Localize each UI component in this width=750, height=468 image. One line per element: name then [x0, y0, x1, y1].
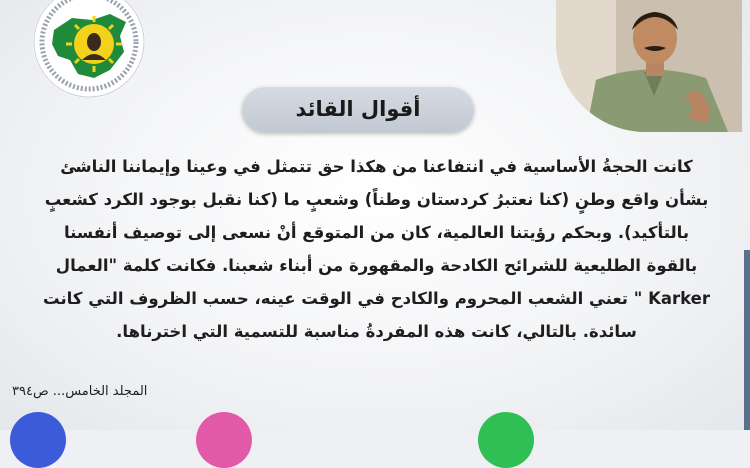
facebook-icon[interactable] [10, 412, 66, 468]
quote-line: سائدة. بالتالي، كانت هذه المفردةُ مناسبة للتسمية التي اخترناها. [116, 322, 637, 341]
page-title: أقوال القائد [295, 97, 421, 121]
source-citation: المجلد الخامس... ص٣٩٤ [12, 384, 148, 399]
quote-line: بشأن واقع وطنٍ (كنا نعتبرُ كردستان وطناً) وشعبٍ ما (كنا نقبل بوجود الكرد كشعبٍ [44, 190, 709, 209]
quote-line: بالقوة الطليعية للشرائح الكادحة والمقهورة من أبناء شعبنا. فكانت كلمة "العمال [55, 256, 698, 275]
quote-line: Karker " تعني الشعب المحروم والكادح في الوقت عينه، حسب الظروف التي كانت [43, 289, 710, 308]
whatsapp-icon[interactable] [478, 412, 534, 468]
quote-line: بالتأكيد). وبحكم رؤيتنا العالمية، كان من المتوقع أنْ نسعى إلى توصيف أنفسنا [63, 223, 690, 242]
title-banner [242, 86, 474, 132]
quote-body [30, 150, 723, 348]
instagram-icon[interactable] [196, 412, 252, 468]
edge-stripe [744, 250, 750, 430]
quote-line: كانت الحجةُ الأساسية في انتفاعنا من هكذا حق تتمثل في وعينا وإيماننا الناشئ [60, 157, 693, 176]
organization-logo-icon [14, 0, 164, 98]
